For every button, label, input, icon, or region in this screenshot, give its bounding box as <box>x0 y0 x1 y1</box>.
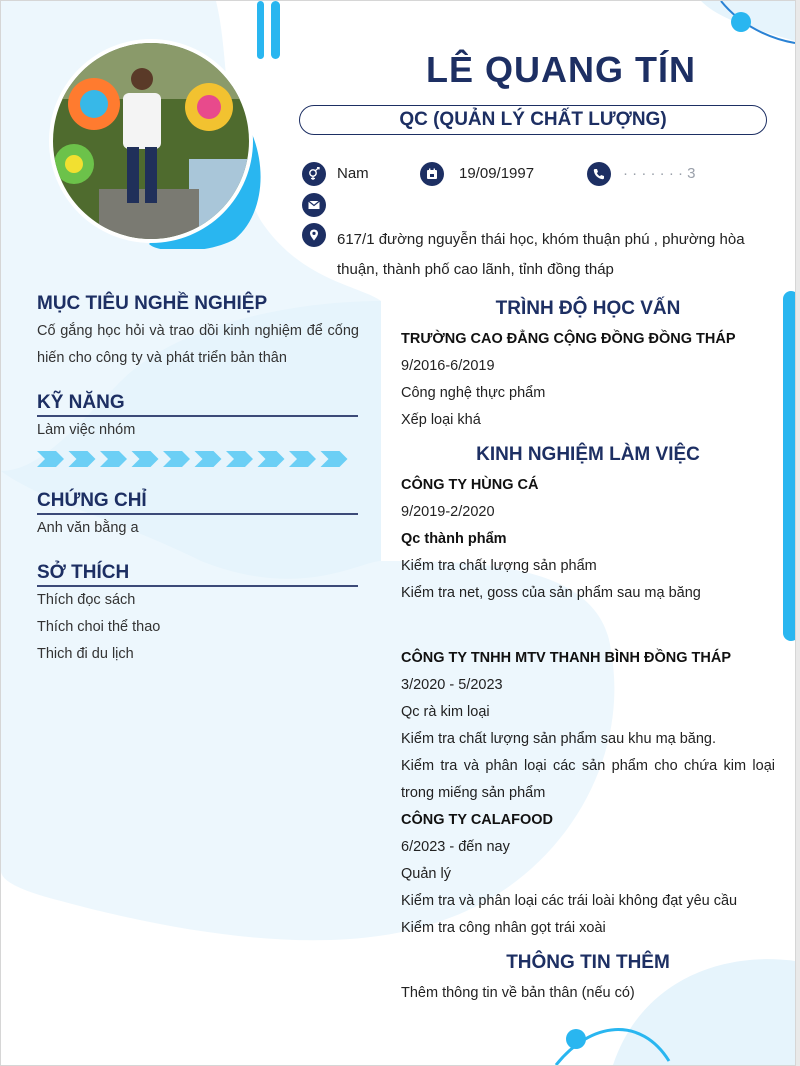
calendar-icon <box>420 162 444 186</box>
additional-info-heading: THÔNG TIN THÊM <box>506 952 670 973</box>
hobby-item: Thích choi thể thao <box>37 619 161 635</box>
skill-level-segment <box>69 451 96 467</box>
skill-level-segment <box>37 451 64 467</box>
job-duty: Kiểm tra net, goss của sản phẩm sau mạ băng <box>401 585 701 601</box>
job-title: QC (QUẢN LÝ CHẤT LƯỢNG) <box>299 105 767 135</box>
education-school: TRƯỜNG CAO ĐẲNG CỘNG ĐỒNG ĐỒNG THÁP <box>401 331 736 347</box>
job-duty: Kiểm tra chất lượng sản phẩm sau khu mạ băng. <box>401 731 717 747</box>
hobby-item: Thich đi du lịch <box>37 646 134 662</box>
skill-level-segment <box>226 451 253 467</box>
gender-icon <box>302 162 326 186</box>
certificates-divider <box>37 513 358 515</box>
job-duty: Kiểm tra và phân loại các sản phẩm cho chứa kim loại trong miếng sản phẩm <box>401 758 775 801</box>
skills-heading: KỸ NĂNG <box>37 392 125 413</box>
education-major: Công nghệ thực phẩm <box>401 385 546 401</box>
job-period: 6/2023 - đến nay <box>401 839 510 855</box>
job-company: CÔNG TY HÙNG CÁ <box>401 477 539 493</box>
location-icon <box>302 223 326 247</box>
skill-level-segment <box>163 451 190 467</box>
skill-level-segment <box>195 451 222 467</box>
job-period: 9/2019-2/2020 <box>401 504 495 520</box>
skill-level-segment <box>132 451 159 467</box>
skill-level-segment <box>100 451 127 467</box>
job-period: 3/2020 - 5/2023 <box>401 677 503 693</box>
skill-level-bar <box>37 449 349 469</box>
education-period: 9/2016-6/2019 <box>401 358 495 374</box>
skill-level-segment <box>258 451 285 467</box>
phone-value: · · · · · · · 3 <box>623 165 696 182</box>
job-company: CÔNG TY CALAFOOD <box>401 812 553 828</box>
job-company: CÔNG TY TNHH MTV THANH BÌNH ĐỒNG THÁP <box>401 650 732 666</box>
skill-level-segment <box>289 451 316 467</box>
job-position: Qc thành phẩm <box>401 531 507 547</box>
additional-info-text: Thêm thông tin về bản thân (nếu có) <box>401 985 635 1001</box>
email-icon <box>302 193 326 217</box>
skill-item: Làm việc nhóm <box>37 422 136 438</box>
phone-icon <box>587 162 611 186</box>
job-duty: Kiểm tra công nhân gọt trái xoài <box>401 920 606 936</box>
job-position: Quản lý <box>401 866 451 882</box>
gender-value: Nam <box>337 165 369 182</box>
experience-heading: KINH NGHIỆM LÀM VIỆC <box>476 444 700 465</box>
education-heading: TRÌNH ĐỘ HỌC VẤN <box>495 298 681 319</box>
candidate-name: LÊ QUANG TÍN <box>426 49 696 90</box>
birthdate-value: 19/09/1997 <box>459 165 535 182</box>
job-position: Qc rà kim loại <box>401 704 490 720</box>
education-grade: Xếp loại khá <box>401 412 481 428</box>
hobbies-divider <box>37 585 358 587</box>
certificates-heading: CHỨNG CHỈ <box>37 490 147 511</box>
certificate-item: Anh văn bằng a <box>37 520 139 536</box>
address-value: 617/1 đường nguyễn thái học, khóm thuận phú , phường hòa thuận, thành phố cao lãnh, tỉnh đồng tháp <box>337 231 745 278</box>
hobby-item: Thích đọc sách <box>37 592 136 608</box>
skills-divider <box>37 415 358 417</box>
job-duty: Kiểm tra và phân loại các trái loài không đạt yêu cầu <box>401 893 738 909</box>
skill-level-segment <box>321 451 348 467</box>
avatar <box>39 39 275 249</box>
job-duty: Kiểm tra chất lượng sản phẩm <box>401 558 597 574</box>
hobbies-heading: SỞ THÍCH <box>37 562 130 583</box>
objective-heading: MỤC TIÊU NGHỀ NGHIỆP <box>37 293 268 314</box>
objective-text: Cố gắng học hỏi và trao dồi kinh nghiệm để cống hiến cho công ty và phát triển bản thân <box>37 323 359 366</box>
